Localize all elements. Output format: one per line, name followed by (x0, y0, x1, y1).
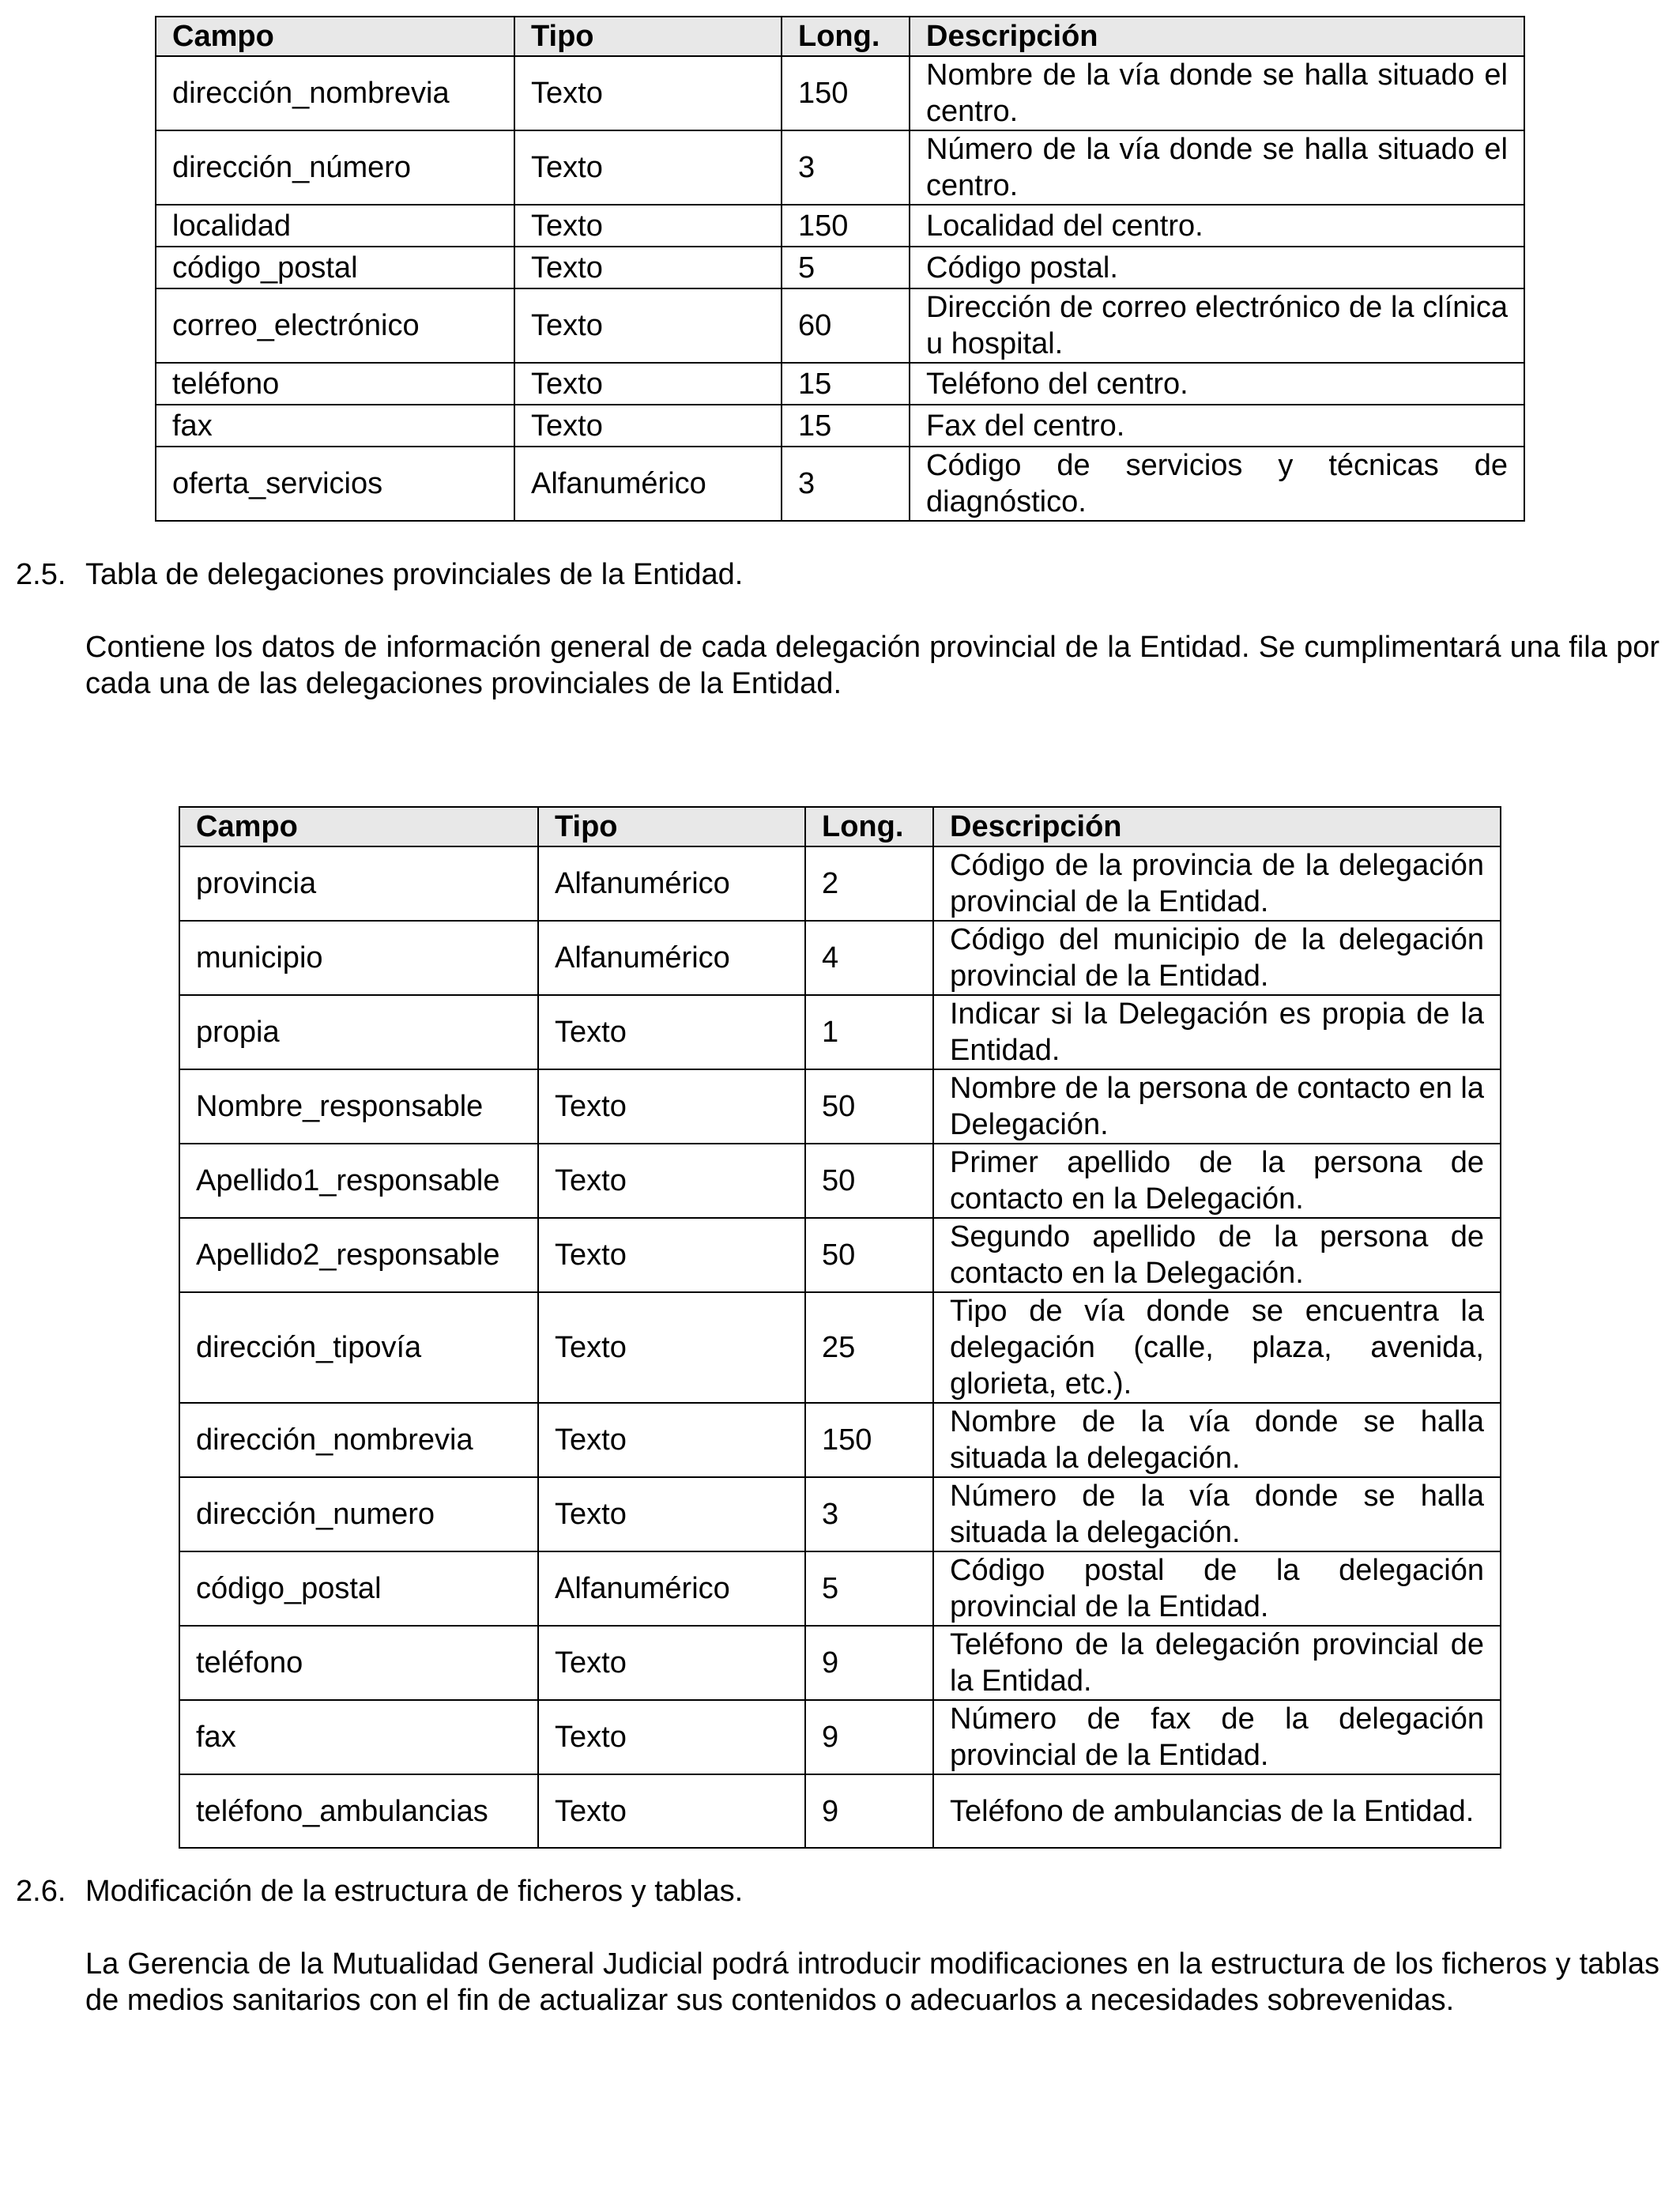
table-row (179, 1774, 1501, 1848)
cell-descripcion: Fax del centro. (910, 405, 1524, 447)
cell-tipo: Texto (514, 130, 782, 205)
cell-tipo: Texto (538, 1218, 805, 1292)
section-paragraph: Contiene los datos de información general de cada delegación provincial de la Entidad. Se cumplimentará una fila por cada una de las delegaciones provinciales de la Entidad. (85, 631, 1659, 700)
cell-long: 2 (805, 846, 933, 921)
section-title: Modificación de la estructura de ficheros y tablas. (85, 1875, 744, 1908)
table-row (156, 288, 1524, 363)
delegations-fields-table (179, 806, 1501, 1849)
cell-campo: dirección_nombrevia (156, 56, 514, 130)
section-paragraph: La Gerencia de la Mutualidad General Judicial podrá introducir modificaciones en la estructura de los ficheros y tablas de medios sanitarios con el fin de actualizar sus contenidos o adecuarlos a necesidades sobrevenidas. (85, 1947, 1659, 2017)
cell-long: 9 (805, 1774, 933, 1848)
cell-campo: dirección_tipovía (179, 1292, 538, 1403)
cell-long: 5 (782, 247, 910, 288)
table-row (156, 130, 1524, 205)
cell-long: 3 (782, 447, 910, 521)
table-row (179, 1403, 1501, 1477)
cell-long: 25 (805, 1292, 933, 1403)
cell-campo: código_postal (156, 247, 514, 288)
cell-tipo: Texto (538, 1700, 805, 1774)
header-long: Long. (782, 17, 910, 56)
cell-tipo: Texto (538, 1069, 805, 1144)
cell-descripcion: Nombre de la vía donde se halla situada la delegación. (933, 1403, 1501, 1477)
cell-long: 1 (805, 995, 933, 1069)
cell-long: 50 (805, 1144, 933, 1218)
cell-campo: dirección_numero (179, 1477, 538, 1551)
cell-long: 15 (782, 405, 910, 447)
table-row (179, 1069, 1501, 1144)
cell-campo: dirección_número (156, 130, 514, 205)
cell-campo: fax (179, 1700, 538, 1774)
table-row (179, 1218, 1501, 1292)
cell-tipo: Texto (514, 288, 782, 363)
cell-campo: teléfono (156, 363, 514, 405)
cell-tipo: Alfanumérico (538, 921, 805, 995)
table-row (156, 363, 1524, 405)
cell-campo: provincia (179, 846, 538, 921)
table-row (179, 1144, 1501, 1218)
cell-tipo: Texto (514, 247, 782, 288)
table-row (179, 1626, 1501, 1700)
cell-long: 50 (805, 1218, 933, 1292)
cell-campo: oferta_servicios (156, 447, 514, 521)
section-number: 2.5. (16, 558, 66, 591)
cell-descripcion: Nombre de la persona de contacto en la Delegación. (933, 1069, 1501, 1144)
table-row (179, 846, 1501, 921)
cell-descripcion: Código postal de la delegación provincial de la Entidad. (933, 1551, 1501, 1626)
cell-descripcion: Dirección de correo electrónico de la clínica u hospital. (910, 288, 1524, 363)
table-row (156, 405, 1524, 447)
table-row (179, 1700, 1501, 1774)
header-descripcion: Descripción (933, 807, 1501, 846)
section-number: 2.6. (16, 1875, 66, 1908)
table-row (156, 205, 1524, 247)
cell-descripcion: Segundo apellido de la persona de contacto en la Delegación. (933, 1218, 1501, 1292)
cell-descripcion: Teléfono de la delegación provincial de la Entidad. (933, 1626, 1501, 1700)
cell-tipo: Texto (538, 1626, 805, 1700)
cell-descripcion: Primer apellido de la persona de contacto en la Delegación. (933, 1144, 1501, 1218)
cell-descripcion: Código del municipio de la delegación provincial de la Entidad. (933, 921, 1501, 995)
cell-campo: código_postal (179, 1551, 538, 1626)
table-header-row (156, 17, 1524, 56)
header-tipo: Tipo (538, 807, 805, 846)
cell-campo: teléfono_ambulancias (179, 1774, 538, 1848)
header-long: Long. (805, 807, 933, 846)
cell-descripcion: Indicar si la Delegación es propia de la Entidad. (933, 995, 1501, 1069)
table-row (179, 995, 1501, 1069)
cell-campo: correo_electrónico (156, 288, 514, 363)
cell-campo: Nombre_responsable (179, 1069, 538, 1144)
table-row (156, 56, 1524, 130)
cell-descripcion: Localidad del centro. (910, 205, 1524, 247)
cell-long: 150 (805, 1403, 933, 1477)
cell-descripcion: Teléfono del centro. (910, 363, 1524, 405)
cell-tipo: Texto (514, 205, 782, 247)
section-title: Tabla de delegaciones provinciales de la Entidad. (85, 558, 744, 591)
cell-descripcion: Número de la vía donde se halla situado el centro. (910, 130, 1524, 205)
cell-long: 3 (782, 130, 910, 205)
cell-long: 150 (782, 56, 910, 130)
cell-tipo: Texto (538, 995, 805, 1069)
cell-tipo: Alfanumérico (538, 1551, 805, 1626)
table-row (156, 247, 1524, 288)
header-campo: Campo (179, 807, 538, 846)
cell-tipo: Texto (538, 1144, 805, 1218)
cell-long: 60 (782, 288, 910, 363)
cell-campo: Apellido1_responsable (179, 1144, 538, 1218)
cell-long: 4 (805, 921, 933, 995)
cell-long: 9 (805, 1700, 933, 1774)
cell-descripcion: Teléfono de ambulancias de la Entidad. (933, 1774, 1501, 1848)
cell-descripcion: Número de fax de la delegación provincial de la Entidad. (933, 1700, 1501, 1774)
cell-campo: localidad (156, 205, 514, 247)
centers-fields-table (155, 16, 1525, 522)
table-row (156, 447, 1524, 521)
cell-tipo: Texto (514, 405, 782, 447)
cell-campo: municipio (179, 921, 538, 995)
cell-tipo: Alfanumérico (514, 447, 782, 521)
cell-tipo: Texto (514, 56, 782, 130)
cell-descripcion: Tipo de vía donde se encuentra la delegación (calle, plaza, avenida, glorieta, etc.). (933, 1292, 1501, 1403)
cell-campo: fax (156, 405, 514, 447)
cell-descripcion: Código de la provincia de la delegación provincial de la Entidad. (933, 846, 1501, 921)
cell-tipo: Texto (538, 1477, 805, 1551)
cell-tipo: Texto (538, 1403, 805, 1477)
cell-long: 50 (805, 1069, 933, 1144)
cell-tipo: Texto (538, 1774, 805, 1848)
header-campo: Campo (156, 17, 514, 56)
cell-long: 150 (782, 205, 910, 247)
cell-campo: dirección_nombrevia (179, 1403, 538, 1477)
cell-campo: Apellido2_responsable (179, 1218, 538, 1292)
table-row (179, 921, 1501, 995)
cell-campo: teléfono (179, 1626, 538, 1700)
cell-long: 9 (805, 1626, 933, 1700)
cell-descripcion: Código de servicios y técnicas de diagnóstico. (910, 447, 1524, 521)
cell-campo: propia (179, 995, 538, 1069)
header-descripcion: Descripción (910, 17, 1524, 56)
header-tipo: Tipo (514, 17, 782, 56)
cell-tipo: Texto (514, 363, 782, 405)
table-row (179, 1292, 1501, 1403)
cell-long: 15 (782, 363, 910, 405)
cell-descripcion: Nombre de la vía donde se halla situado el centro. (910, 56, 1524, 130)
table-header-row (179, 807, 1501, 846)
cell-long: 3 (805, 1477, 933, 1551)
cell-long: 5 (805, 1551, 933, 1626)
cell-descripcion: Número de la vía donde se halla situada la delegación. (933, 1477, 1501, 1551)
table-row (179, 1477, 1501, 1551)
cell-tipo: Alfanumérico (538, 846, 805, 921)
cell-descripcion: Código postal. (910, 247, 1524, 288)
table-row (179, 1551, 1501, 1626)
cell-tipo: Texto (538, 1292, 805, 1403)
